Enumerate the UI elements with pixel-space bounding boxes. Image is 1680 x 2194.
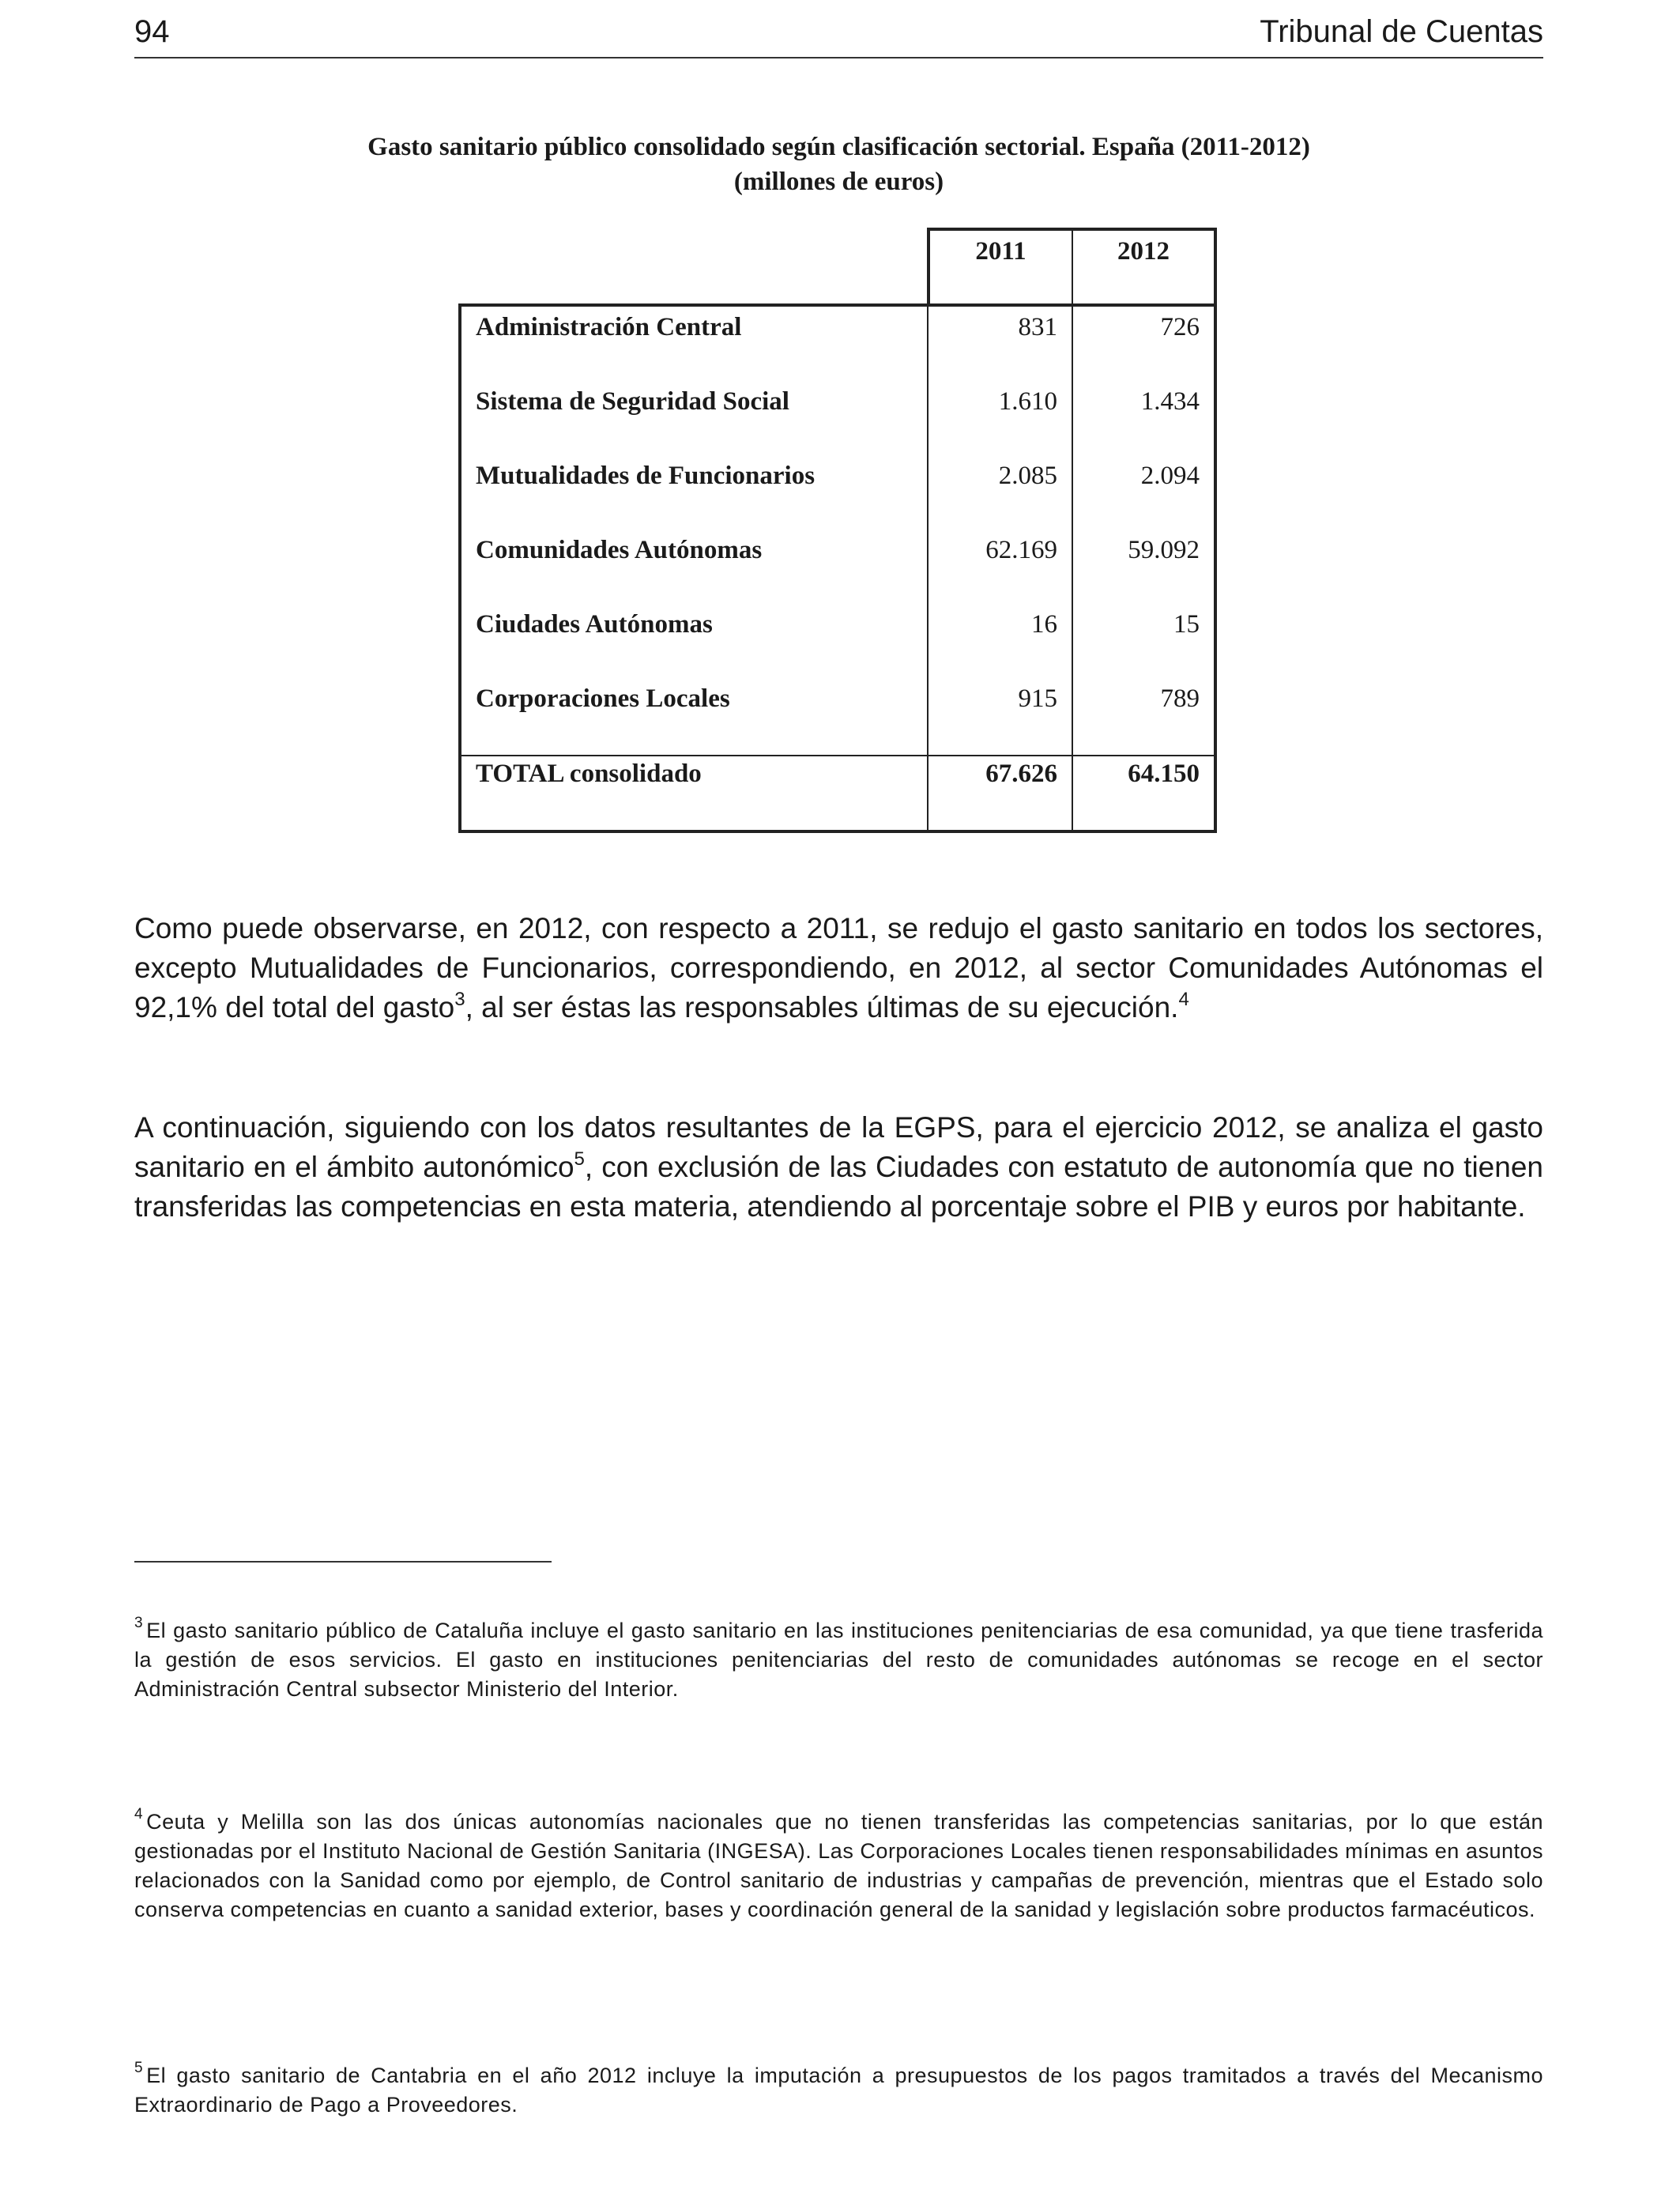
value-2011: 831 bbox=[1018, 313, 1057, 341]
footnote-separator bbox=[134, 1561, 552, 1563]
value-2012: 789 bbox=[1160, 684, 1200, 713]
footnote-text: El gasto sanitario público de Cataluña incluye el gasto sanitario en las instituciones penitenciarias de esa comunidad, ya que tiene trasferida la gestión de esos servicios. El gasto en instituciones penitenciarias del resto de comunidades autónomas se recoge en el sector Administración Central subsector Ministerio del Interior. bbox=[134, 1619, 1543, 1701]
total-label: TOTAL consolidado bbox=[476, 760, 702, 788]
table-row bbox=[458, 610, 1217, 648]
value-2011: 16 bbox=[1031, 610, 1057, 639]
row-label: Administración Central bbox=[476, 313, 742, 341]
footnote bbox=[134, 1616, 1543, 1704]
footnote-number: 5 bbox=[134, 2060, 144, 2076]
row-label: Corporaciones Locales bbox=[476, 684, 730, 713]
total-2012: 64.150 bbox=[1128, 760, 1200, 788]
value-2011: 1.610 bbox=[998, 387, 1057, 416]
row-label: Ciudades Autónomas bbox=[476, 610, 713, 639]
table-subtitle: (millones de euros) bbox=[733, 168, 944, 196]
row-label: Mutualidades de Funcionarios bbox=[476, 462, 816, 490]
value-2012: 726 bbox=[1160, 313, 1200, 341]
paragraph-text: , con exclusión de las Ciudades con estatuto de autonomía que no tienen transferidas las competencias en esta materia, atendiendo al porcentaje sobre el PIB y euros por habitante. bbox=[134, 1151, 1543, 1223]
footnote-number: 3 bbox=[134, 1615, 144, 1631]
column-header-2012: 2012 bbox=[1117, 237, 1170, 266]
footnote-text: El gasto sanitario de Cantabria en el año 2012 incluye la imputación a presupuestos de los pagos tramitados a través del Mecanismo Extraordinario de Pago a Proveedores. bbox=[134, 2064, 1543, 2117]
footnote bbox=[134, 1808, 1543, 1924]
value-2012: 15 bbox=[1173, 610, 1200, 639]
table-title: Gasto sanitario público consolidado según clasificación sectorial. España (2011-2012) bbox=[367, 133, 1310, 161]
value-2011: 2.085 bbox=[998, 462, 1057, 490]
footnote-ref: 4 bbox=[1178, 988, 1189, 1010]
page-number: 94 bbox=[134, 14, 170, 49]
paragraph-text: A continuación, siguiendo con los datos resultantes de la EGPS, para el ejercicio 2012, se analiza el gasto sanitario en el ámbito autonómico bbox=[134, 1111, 1543, 1183]
value-2012: 1.434 bbox=[1140, 387, 1200, 416]
page-header bbox=[134, 11, 1543, 58]
footnote-ref: 3 bbox=[454, 988, 465, 1010]
body-paragraph bbox=[134, 1108, 1543, 1227]
row-label: Comunidades Autónomas bbox=[476, 536, 763, 564]
paragraph-text: Como puede observarse, en 2012, con respecto a 2011, se redujo el gasto sanitario en todos los sectores, excepto Mutualidades de Funcionarios, correspondiendo, en 2012, al sector Comunidades Autónomas el 92,1% del total del gasto bbox=[134, 912, 1543, 1023]
expenditure-table bbox=[458, 228, 1217, 833]
footnote bbox=[134, 2061, 1543, 2120]
footnote-number: 4 bbox=[134, 1806, 144, 1823]
column-header-2011: 2011 bbox=[975, 237, 1026, 266]
value-2011: 62.169 bbox=[985, 536, 1057, 564]
body-paragraph bbox=[134, 909, 1543, 1027]
value-2011: 915 bbox=[1018, 684, 1057, 713]
table-row bbox=[458, 462, 1217, 499]
footnote-ref: 5 bbox=[574, 1148, 585, 1170]
row-label: Sistema de Seguridad Social bbox=[476, 387, 789, 416]
table-row bbox=[458, 684, 1217, 722]
table-total-row bbox=[458, 760, 1217, 797]
value-2012: 2.094 bbox=[1140, 462, 1200, 490]
value-2012: 59.092 bbox=[1128, 536, 1200, 564]
table-total-divider bbox=[458, 755, 1217, 756]
total-2011: 67.626 bbox=[985, 760, 1057, 788]
header-organization: Tribunal de Cuentas bbox=[1260, 14, 1543, 49]
table-row bbox=[458, 313, 1217, 351]
paragraph-text: , al ser éstas las responsables últimas de su ejecución. bbox=[465, 991, 1179, 1023]
table-row bbox=[458, 387, 1217, 425]
footnote-text: Ceuta y Melilla son las dos únicas autonomías nacionales que no tienen transferidas las competencias sanitarias, por lo que están gestionadas por el Instituto Nacional de Gestión Sanitaria (INGESA). Las Corporaciones Locales tienen responsabilidades mínimas en asuntos relacionados con la Sanidad como por ejemplo, de Control sanitario de industrias y campañas de prevención, mientras que el Estado solo conserva competencias en cuanto a sanidad exterior, bases y coordinación general de la sanidad y legislación sobre productos farmacéuticos. bbox=[134, 1810, 1543, 1921]
table-row bbox=[458, 536, 1217, 574]
